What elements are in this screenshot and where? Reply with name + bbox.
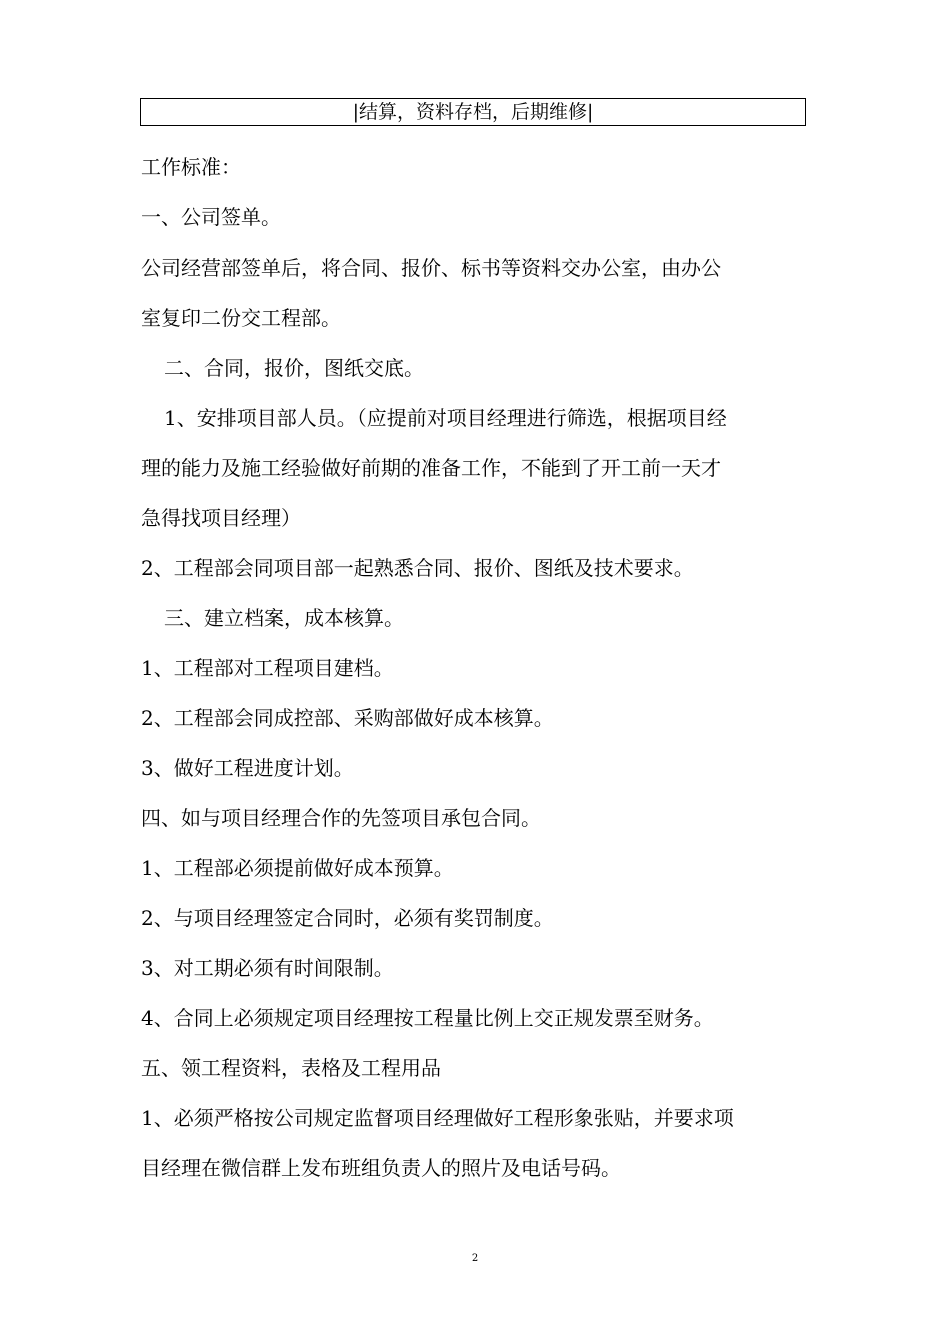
section-header-box: |结算，资料存档，后期维修| [140, 98, 806, 126]
paragraph-line: 1、工程部对工程项目建档。 [141, 656, 394, 680]
paragraph-line: 室复印二份交工程部。 [141, 306, 341, 330]
paragraph-section-3-heading: 三、建立档案，成本核算。 [164, 606, 404, 630]
paragraph-section-1-heading: 一、公司签单。 [141, 205, 281, 229]
paragraph-line: 公司经营部签单后，将合同、报价、标书等资料交办公室，由办公 [141, 256, 721, 280]
paragraph-line: 3、做好工程进度计划。 [141, 756, 354, 780]
page-number: 2 [471, 1253, 479, 1264]
paragraph-line: 1、工程部必须提前做好成本预算。 [141, 856, 454, 880]
paragraph-section-5-heading: 五、领工程资料，表格及工程用品 [141, 1056, 441, 1080]
paragraph-line: 1、安排项目部人员。（应提前对项目经理进行筛选，根据项目经 [164, 406, 727, 430]
paragraph-line: 理的能力及施工经验做好前期的准备工作，不能到了开工前一天才 [141, 456, 721, 480]
paragraph-line: 3、对工期必须有时间限制。 [141, 956, 394, 980]
paragraph-line: 目经理在微信群上发布班组负责人的照片及电话号码。 [141, 1156, 621, 1180]
paragraph-line: 1、必须严格按公司规定监督项目经理做好工程形象张贴，并要求项 [141, 1106, 734, 1130]
paragraph-work-standard-heading: 工作标准： [141, 155, 241, 179]
paragraph-line: 2、工程部会同项目部一起熟悉合同、报价、图纸及技术要求。 [141, 556, 694, 580]
paragraph-line: 2、工程部会同成控部、采购部做好成本核算。 [141, 706, 554, 730]
paragraph-line: 2、与项目经理签定合同时，必须有奖罚制度。 [141, 906, 554, 930]
paragraph-section-4-heading: 四、如与项目经理合作的先签项目承包合同。 [141, 806, 541, 830]
paragraph-section-2-heading: 二、合同，报价，图纸交底。 [164, 356, 424, 380]
paragraph-line: 4、合同上必须规定项目经理按工程量比例上交正规发票至财务。 [141, 1006, 714, 1030]
paragraph-line: 急得找项目经理） [141, 506, 301, 530]
